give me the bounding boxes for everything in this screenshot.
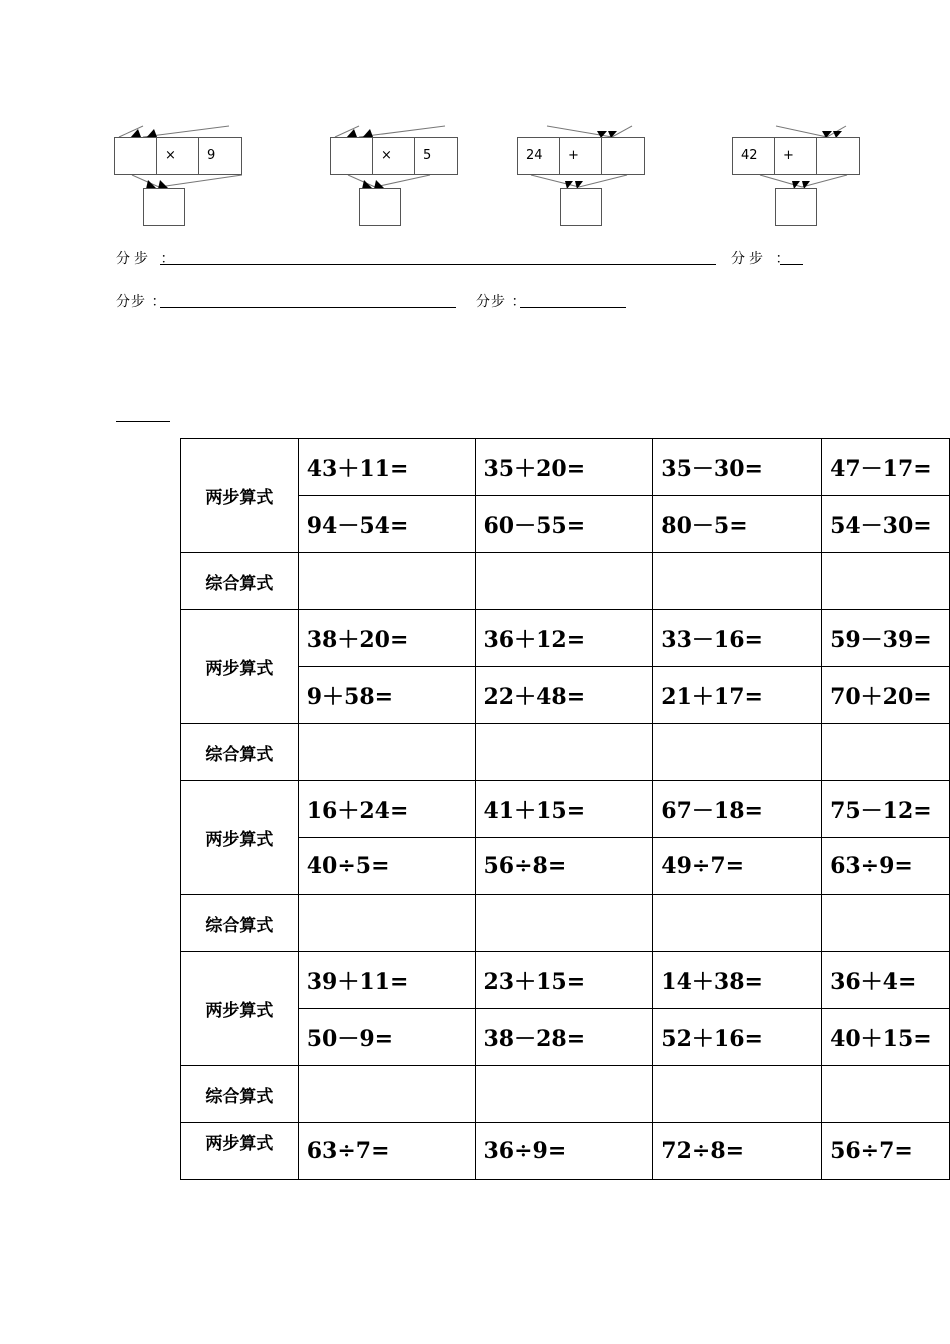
- equation-cell[interactable]: 33－16=: [653, 610, 822, 667]
- combined-label: 综合算式: [181, 724, 299, 781]
- diagram-4: [732, 120, 872, 230]
- equation-cell[interactable]: 43＋11=: [298, 439, 475, 496]
- equation-cell[interactable]: 60－55=: [475, 496, 653, 553]
- answer-line[interactable]: [520, 307, 626, 308]
- equation-cell[interactable]: 56÷8=: [475, 838, 653, 895]
- combined-answer-cell[interactable]: [653, 724, 822, 781]
- combined-answer-cell[interactable]: [475, 895, 653, 952]
- equation-cell[interactable]: 59－39=: [822, 610, 950, 667]
- combined-label: 综合算式: [181, 1066, 299, 1123]
- combined-answer-cell[interactable]: [298, 553, 475, 610]
- equation-cell[interactable]: 23＋15=: [475, 952, 653, 1009]
- equation-cell[interactable]: 72÷8=: [653, 1123, 822, 1180]
- equation-cell[interactable]: 70＋20=: [822, 667, 950, 724]
- two-step-row: [181, 1123, 950, 1180]
- two-step-row: [181, 610, 950, 667]
- two-step-row: [181, 439, 950, 496]
- combined-answer-cell[interactable]: [298, 1066, 475, 1123]
- combined-row: [181, 1066, 950, 1123]
- step-label: 分步 ：: [116, 251, 179, 267]
- combined-label: 综合算式: [181, 553, 299, 610]
- worksheet-table: [180, 438, 950, 1180]
- two-step-label: 两步算式: [181, 952, 299, 1066]
- equation-cell[interactable]: 47－17=: [822, 439, 950, 496]
- combined-row: [181, 553, 950, 610]
- result-box[interactable]: [359, 188, 401, 226]
- two-step-label: 两步算式: [181, 1123, 299, 1180]
- diagram-operator: ×: [373, 138, 415, 174]
- short-rule: [116, 421, 170, 422]
- combined-answer-cell[interactable]: [822, 1066, 950, 1123]
- combined-answer-cell[interactable]: [298, 724, 475, 781]
- diagram-cell: 24: [518, 138, 560, 174]
- combined-answer-cell[interactable]: [475, 1066, 653, 1123]
- equation-cell[interactable]: 63÷7=: [298, 1123, 475, 1180]
- answer-line[interactable]: [160, 264, 716, 265]
- answer-line[interactable]: [160, 307, 456, 308]
- combined-answer-cell[interactable]: [475, 724, 653, 781]
- combined-answer-cell[interactable]: [653, 895, 822, 952]
- two-step-label: 两步算式: [181, 610, 299, 724]
- equation-cell[interactable]: 75－12=: [822, 781, 950, 838]
- result-box[interactable]: [560, 188, 602, 226]
- diagram-cell: 9: [207, 148, 216, 163]
- result-box[interactable]: [143, 188, 185, 226]
- equation-cell[interactable]: 9＋58=: [298, 667, 475, 724]
- equation-cell[interactable]: 16＋24=: [298, 781, 475, 838]
- diagram-operator: ×: [157, 138, 199, 174]
- equation-cell[interactable]: 36＋12=: [475, 610, 653, 667]
- equation-cell[interactable]: 38＋20=: [298, 610, 475, 667]
- diagram-1: [114, 120, 254, 230]
- diagram-2: [330, 120, 470, 230]
- equation-cell[interactable]: 36÷9=: [475, 1123, 653, 1180]
- two-step-row: [181, 781, 950, 838]
- diagram-cell: 5: [423, 148, 432, 163]
- equation-cell[interactable]: 41＋15=: [475, 781, 653, 838]
- equation-cell[interactable]: 54－30=: [822, 496, 950, 553]
- combined-label: 综合算式: [181, 895, 299, 952]
- combined-answer-cell[interactable]: [653, 1066, 822, 1123]
- result-box[interactable]: [775, 188, 817, 226]
- equation-cell[interactable]: 38－28=: [475, 1009, 653, 1066]
- combined-answer-cell[interactable]: [822, 553, 950, 610]
- diagram-cell[interactable]: [817, 138, 859, 174]
- equation-cell[interactable]: 50－9=: [298, 1009, 475, 1066]
- equation-cell[interactable]: 80－5=: [653, 496, 822, 553]
- diagram-3: [517, 120, 657, 230]
- equation-cell[interactable]: 14＋38=: [653, 952, 822, 1009]
- equation-cell[interactable]: 35－30=: [653, 439, 822, 496]
- combined-answer-cell[interactable]: [475, 553, 653, 610]
- equation-cell[interactable]: 40＋15=: [822, 1009, 950, 1066]
- equation-cell[interactable]: 67－18=: [653, 781, 822, 838]
- diagram-operator: +: [560, 138, 602, 174]
- diagram-cells: [114, 137, 242, 175]
- two-step-label: 两步算式: [181, 439, 299, 553]
- diagram-cell: 42: [733, 138, 775, 174]
- step-label: 分步 ：: [731, 251, 794, 267]
- combined-answer-cell[interactable]: [822, 895, 950, 952]
- equation-cell[interactable]: 40÷5=: [298, 838, 475, 895]
- equation-cell[interactable]: 35＋20=: [475, 439, 653, 496]
- two-step-row: [181, 952, 950, 1009]
- combined-answer-cell[interactable]: [653, 553, 822, 610]
- equation-cell[interactable]: 22＋48=: [475, 667, 653, 724]
- diagram-cell[interactable]: [602, 138, 644, 174]
- diagram-cell[interactable]: [331, 138, 373, 174]
- diagram-operator: +: [775, 138, 817, 174]
- equation-cell[interactable]: 49÷7=: [653, 838, 822, 895]
- combined-answer-cell[interactable]: [298, 895, 475, 952]
- equation-cell[interactable]: 56÷7=: [822, 1123, 950, 1180]
- worksheet-body: [181, 439, 950, 1180]
- equation-cell[interactable]: 94－54=: [298, 496, 475, 553]
- combined-row: [181, 895, 950, 952]
- combined-answer-cell[interactable]: [822, 724, 950, 781]
- diagram-cells: [517, 137, 645, 175]
- equation-cell[interactable]: 21＋17=: [653, 667, 822, 724]
- equation-cell[interactable]: 39＋11=: [298, 952, 475, 1009]
- equation-cell[interactable]: 52＋16=: [653, 1009, 822, 1066]
- answer-line[interactable]: [780, 264, 803, 265]
- diagram-cells: [330, 137, 458, 175]
- equation-cell[interactable]: 36＋4=: [822, 952, 950, 1009]
- diagram-cell[interactable]: [115, 138, 157, 174]
- equation-cell[interactable]: 63÷9=: [822, 838, 950, 895]
- two-step-label: 两步算式: [181, 781, 299, 895]
- step-label: 分步 ：: [116, 294, 167, 310]
- combined-row: [181, 724, 950, 781]
- diagram-cells: [732, 137, 860, 175]
- step-label: 分步 ：: [476, 294, 527, 310]
